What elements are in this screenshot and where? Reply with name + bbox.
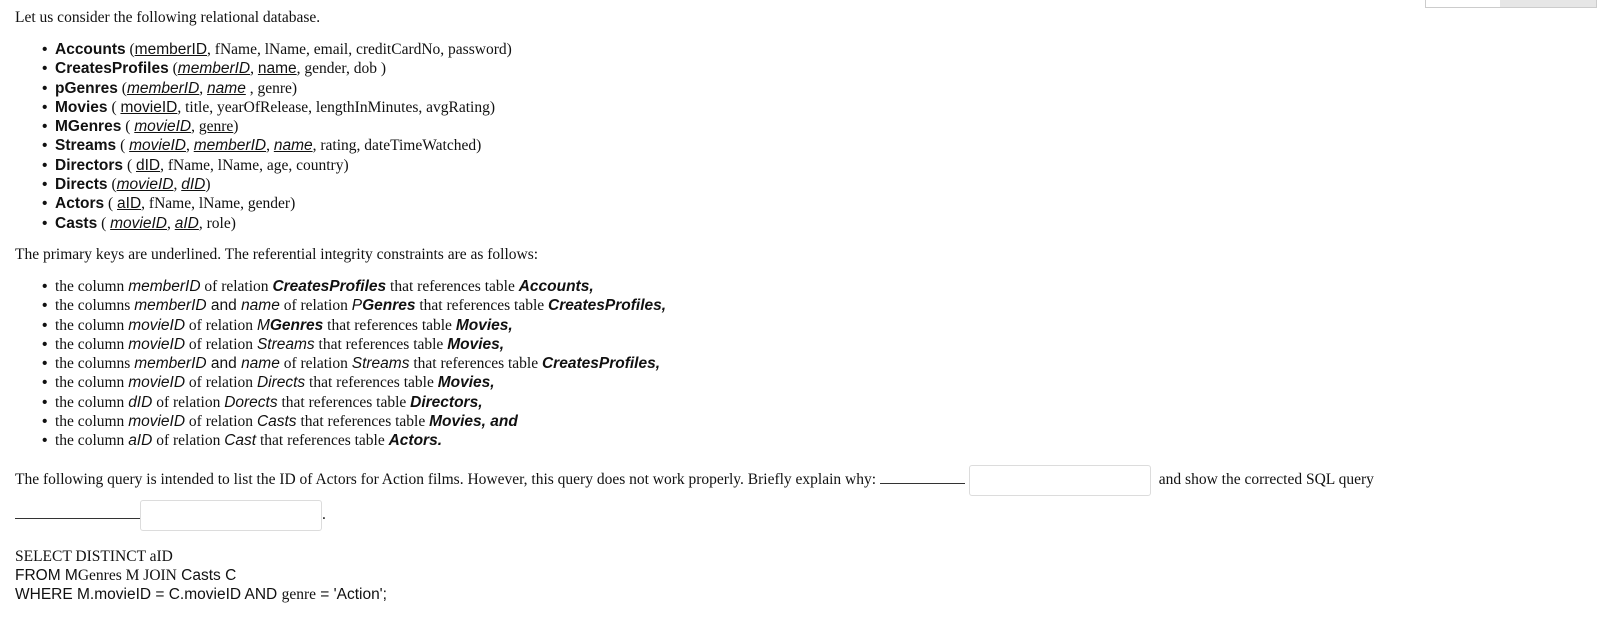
sql-token: SELECT DISTINCT aID [15,547,173,565]
relation-attribute: ( [123,156,136,174]
sql-token: genre [281,586,316,604]
relation-attribute: , fName, lName, age, country) [160,156,349,174]
constraint-text: and [206,355,242,373]
relation-attribute: name [207,79,246,97]
relation-list [15,40,1575,233]
constraint-text: the column [55,335,129,353]
constraints-intro: The primary keys are underlined. The referential integrity constraints are as follows: [15,245,539,263]
constraint-text: the column [55,393,129,411]
relation-attribute: , rating, dateTimeWatched) [312,137,482,155]
constraint-text: Movies, [447,335,505,353]
question-part1: The following query is intended to list the ID of Actors for Action films. However, this query does not work properly. Briefly explain why: [15,470,880,488]
constraint-text: Genres [362,297,416,315]
sql-line [15,547,1575,566]
constraint-text: Dorects [224,393,278,411]
constraint-item [55,277,1575,296]
sql-token: FROM M [15,566,78,584]
relation-attribute: memberID [126,79,200,97]
relation-attribute: movieID [120,98,178,116]
constraint-text: of relation [185,335,257,353]
constraint-text: that references table [323,316,456,334]
constraint-text: the column [55,432,129,450]
relation-item [55,117,1575,136]
sql-line [15,585,1575,604]
constraint-text: of relation [152,432,225,450]
sql-token: = 'Action'; [315,586,387,604]
relation-attribute: memberID [134,41,208,58]
relation-name: CreatesProfiles [55,60,169,78]
question-line2 [15,500,1575,531]
constraint-text: name [241,297,280,315]
relation-attribute: , [173,176,182,194]
answer-input-2[interactable] [140,500,322,531]
answer-input-1[interactable] [969,465,1151,496]
question-body [15,8,1575,605]
relation-attribute: , fName, lName, gender) [141,195,296,213]
constraint-text: that references table [386,277,519,295]
relation-attribute: ( [121,118,135,136]
constraint-text: movieID [128,413,186,431]
constraint-item [55,335,1575,354]
constraint-text: movieID [128,316,186,334]
relation-attribute: , [250,60,258,78]
relation-attribute: dID [135,156,161,174]
constraint-text: that references table [256,432,389,450]
sql-token: WHERE M.movieID = C.movieID AND [15,586,282,604]
constraint-item [55,296,1575,315]
relation-name: MGenres [55,118,122,136]
relation-item [55,175,1575,194]
constraint-text: the columns [55,355,135,373]
relation-attribute: ( [168,60,178,78]
constraint-text: the column [55,374,129,392]
constraint-text: memberID [134,355,207,373]
constraint-text: CreatesProfiles, [541,355,661,373]
constraint-item [55,354,1575,373]
constraint-item [55,316,1575,335]
relation-attribute: ( [107,176,117,194]
constraint-text: of relation [279,297,352,315]
constraint-text: the columns [55,297,135,315]
relation-attribute: name [257,60,297,78]
relation-item [55,136,1575,155]
constraint-text: that references table [415,297,549,315]
relation-attribute: , [199,79,208,97]
constraint-text: that references table [314,335,448,353]
sql-query [15,547,1575,605]
relation-attribute: , role) [198,214,236,232]
relation-attribute: movieID [110,214,167,232]
relation-name: pGenres [55,79,118,97]
sql-token: Casts C [176,566,237,584]
relation-attribute: , fName, lName, email, creditCardNo, password) [207,41,512,58]
answer-blank-1 [880,470,965,484]
answer-blank-2 [15,505,140,519]
constraint-text: and [206,297,242,315]
constraint-text: the column [55,413,129,431]
constraint-text: of relation [185,413,257,431]
relation-attribute: movieID [134,118,192,136]
relation-name: Streams [55,137,117,155]
constraint-text: movieID [128,374,186,392]
relation-item [55,194,1575,213]
relation-item [55,79,1575,98]
constraint-text: Actors. [388,432,443,450]
relation-attribute: ) [233,118,239,136]
relation-attribute: , title, yearOfRelease, lengthInMinutes, avgRating) [177,98,496,116]
question-end: . [322,505,326,523]
constraint-text: dID [128,393,153,411]
top-right-widget [1425,0,1597,8]
relation-name: Actors [55,195,105,213]
constraint-text: Accounts, [518,277,594,295]
constraint-text: movieID [128,335,186,353]
constraint-item [55,412,1575,431]
relation-attribute: dID [181,176,206,194]
relation-attribute: ( [117,79,127,97]
constraint-text: memberID [128,277,201,295]
relation-name: Directors [55,156,124,174]
constraint-list [15,277,1575,451]
question-text [15,465,1575,496]
constraint-text: Directs [256,374,306,392]
constraint-text: Movies, [437,374,495,392]
constraint-text: of relation [185,374,257,392]
relation-attribute: , [167,214,175,232]
relation-attribute: movieID [129,137,186,155]
constraint-text: M [256,316,270,334]
constraint-text: name [241,355,280,373]
constraint-text: that references table [277,393,411,411]
relation-name: Directs [55,176,108,194]
constraint-text: of relation [279,355,352,373]
constraint-text: memberID [134,297,207,315]
relation-attribute: ( [97,214,111,232]
relation-attribute: , [191,118,199,136]
constraint-text: Movies, and [429,413,518,431]
constraint-item [55,431,1575,450]
relation-attribute: movieID [116,176,174,194]
relation-item [55,156,1575,175]
relation-item [55,59,1575,78]
constraint-text: CreatesProfiles, [548,297,667,315]
constraint-text: Directors, [410,393,483,411]
constraint-text: CreatesProfiles [272,277,387,295]
relation-attribute: memberID [193,137,267,155]
relation-item [55,214,1575,233]
relation-attribute: ( [116,137,130,155]
relation-attribute: aID [117,195,142,213]
constraint-text: the column [55,277,129,295]
constraint-item [55,393,1575,412]
constraint-text: Genres [269,316,324,334]
relation-attribute: , gender, dob ) [296,60,387,78]
intro-text: Let us consider the following relational database. [15,9,321,26]
constraint-text: Cast [224,432,257,450]
relation-attribute: ( [107,98,121,116]
constraint-text: Streams [256,335,315,353]
constraint-text: that references table [305,374,438,392]
relation-attribute: ( [104,195,118,213]
relation-name: Accounts [55,41,126,58]
constraint-text: aID [128,432,153,450]
constraint-text: of relation [200,277,273,295]
top-right-widget-fill [1500,0,1596,7]
sql-token: Genres M JOIN [77,566,177,584]
relation-item [55,98,1575,117]
relation-attribute: name [273,137,313,155]
relation-name: Movies [55,98,108,116]
constraint-text: that references table [409,355,542,373]
question-part2: and show the corrected SQL query [1154,470,1374,488]
relation-attribute: genre [198,118,234,136]
constraint-text: Casts [256,413,297,431]
relation-attribute: ) [205,176,211,194]
sql-line [15,566,1575,585]
constraint-text: of relation [152,393,225,411]
constraint-text: Movies, [455,316,513,334]
relation-name: Casts [55,214,98,232]
relation-attribute: ( [125,41,135,58]
constraint-item [55,373,1575,392]
relation-item [55,40,1575,59]
relation-attribute: aID [174,214,199,232]
constraint-text: of relation [185,316,257,334]
relation-attribute: , genre) [245,79,298,97]
relation-attribute: , [185,137,194,155]
relation-attribute: , [266,137,274,155]
constraint-text: P [351,297,363,315]
constraint-text: the column [55,316,129,334]
constraint-text: Streams [351,355,410,373]
relation-attribute: memberID [177,60,251,78]
constraint-text: that references table [296,413,430,431]
